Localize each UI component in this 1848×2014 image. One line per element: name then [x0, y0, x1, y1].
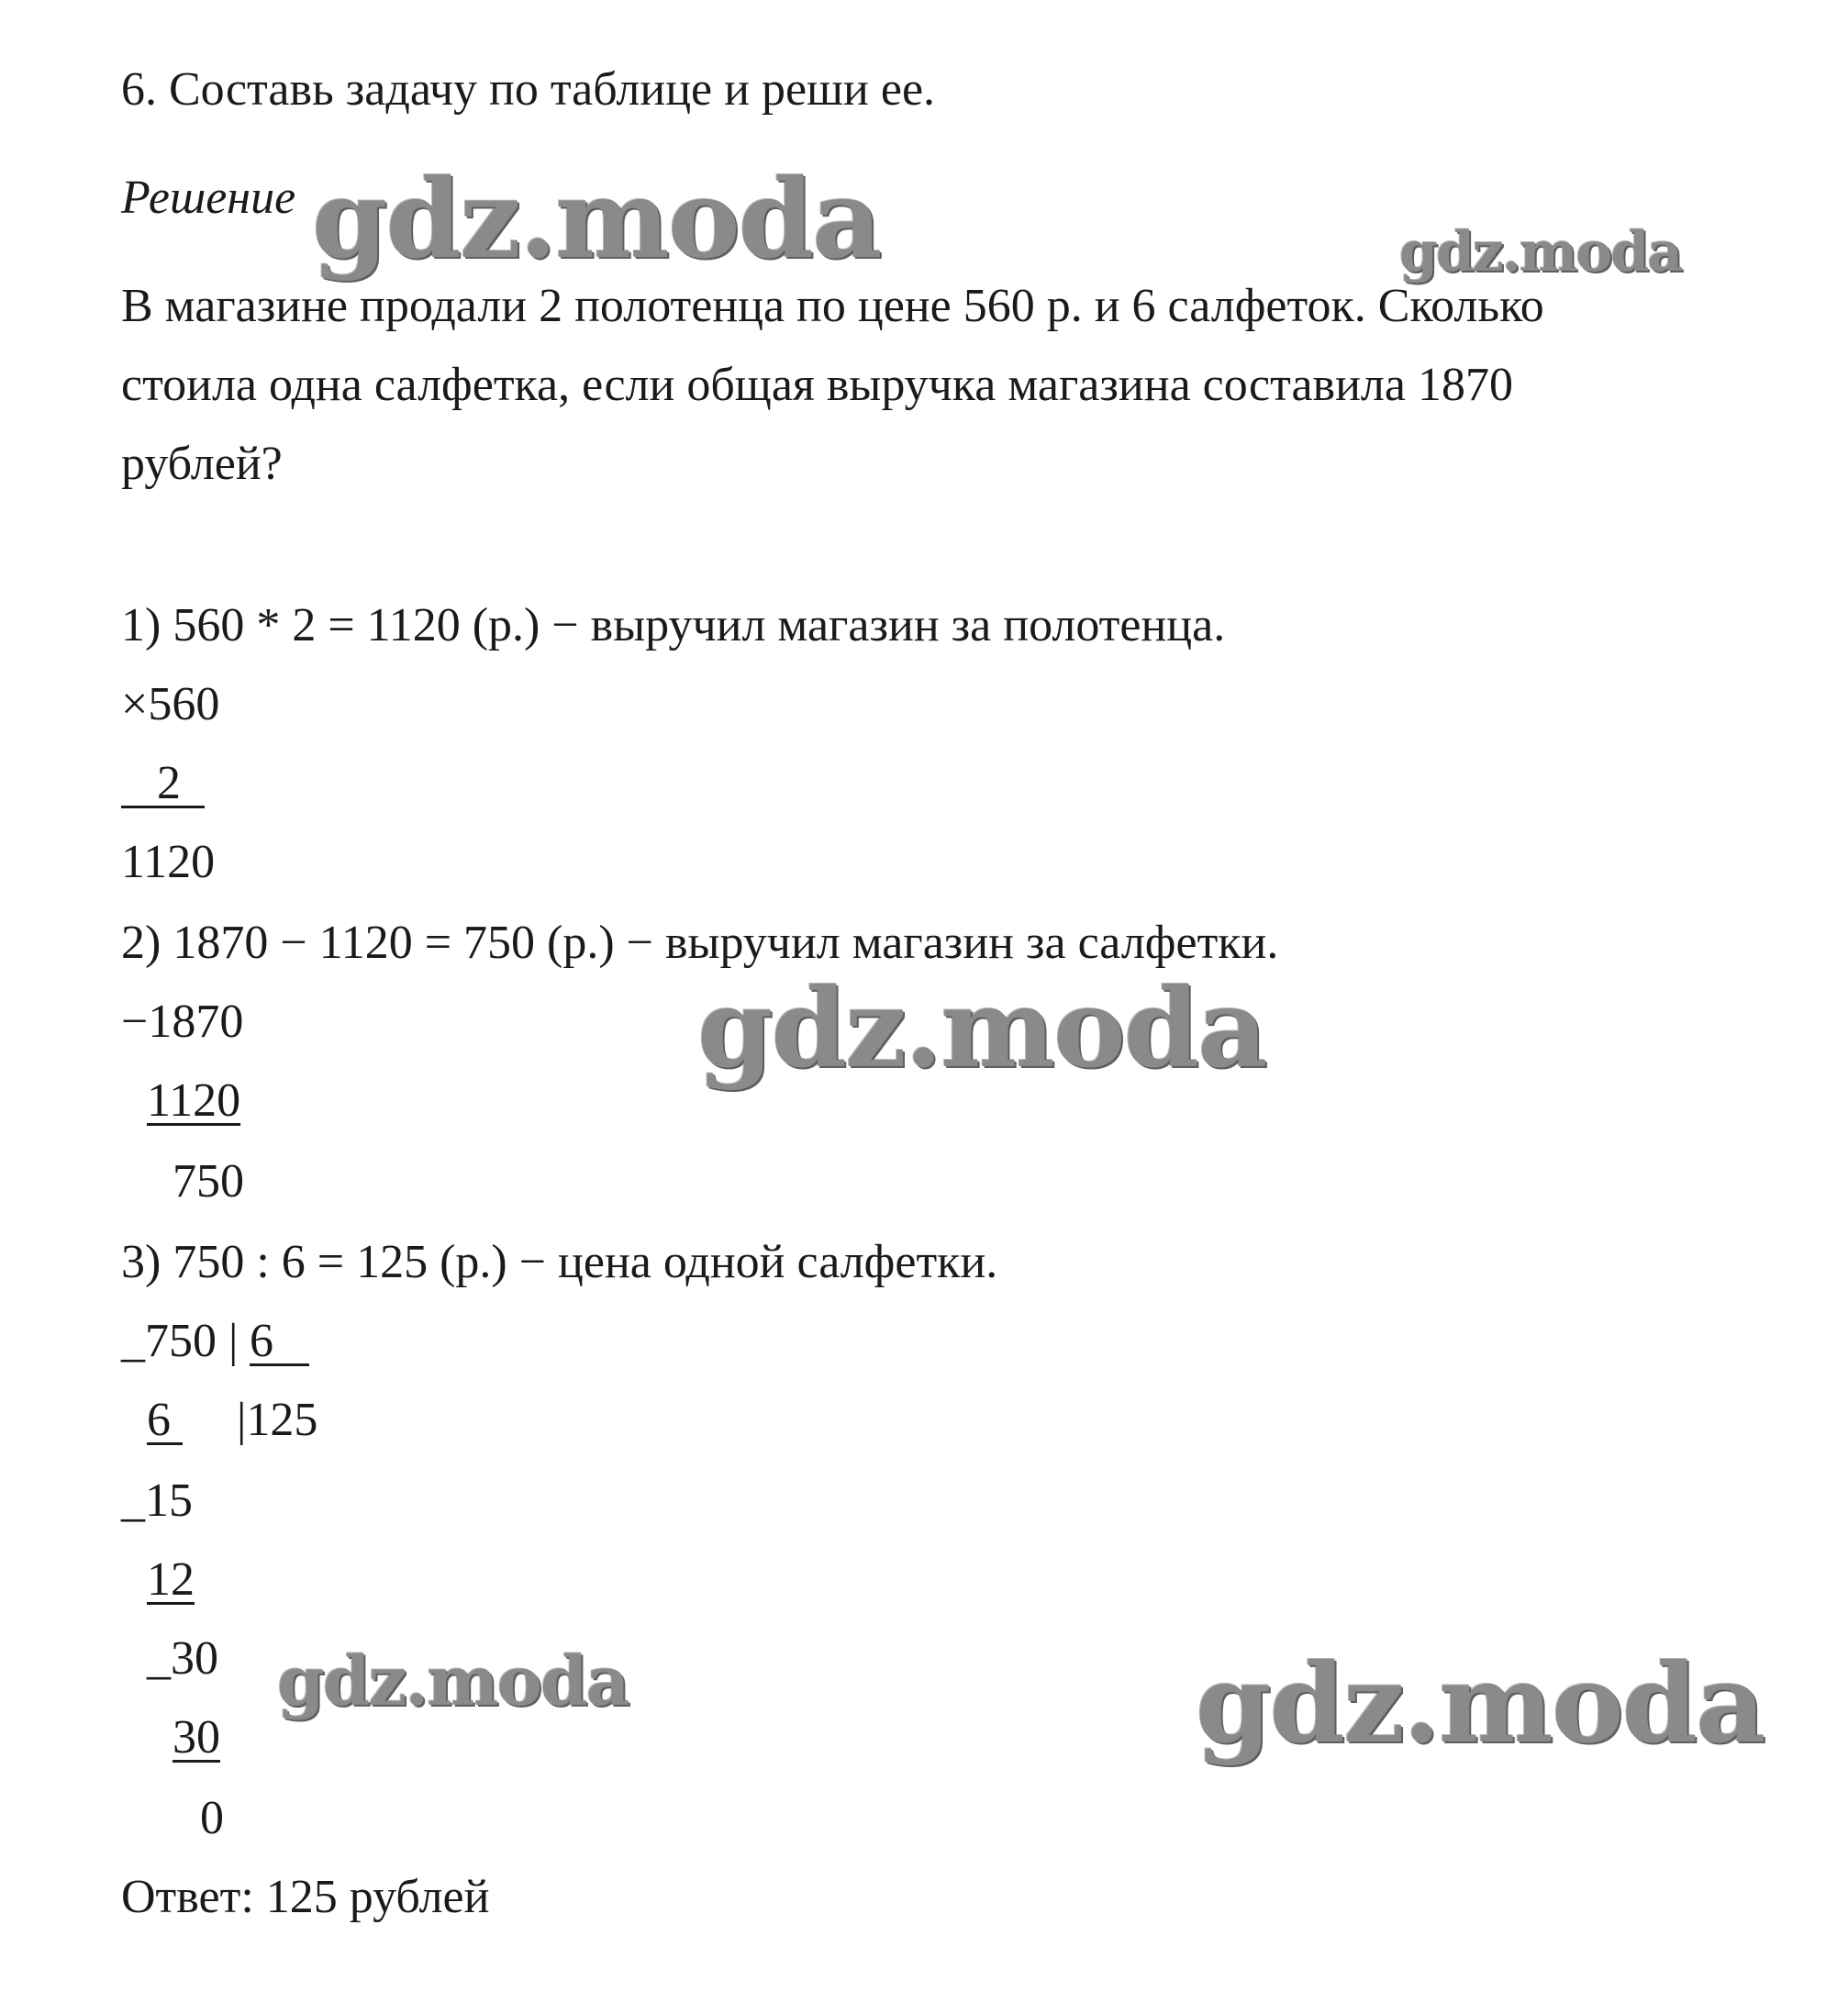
step-3-divisor: 6 — [250, 1315, 309, 1367]
watermark-logo-5: gdz.moda — [1196, 1640, 1765, 1767]
answer: Ответ: 125 рублей — [121, 1871, 490, 1923]
watermark-logo-1: gdz.moda — [312, 155, 881, 283]
step-3-remainder-1: _15 — [121, 1474, 193, 1527]
step-2-column-operand-1: −1870 — [121, 996, 244, 1048]
problem-text-line-2: стоила одна салфетка, если общая выручка магазина составила 1870 — [121, 359, 1513, 411]
step-3-remainder-2: _30 — [147, 1632, 218, 1685]
step-2-column-operand-2: 1120 — [147, 1074, 241, 1127]
step-1-column-operand-1: ×560 — [121, 678, 220, 730]
step-2-equation: 2) 1870 − 1120 = 750 (р.) − выручил магазин за салфетки. — [121, 917, 1279, 969]
step-3-equation: 3) 750 : 6 = 125 (р.) − цена одной салфетки. — [121, 1236, 998, 1288]
step-2-column-result: 750 — [173, 1155, 244, 1207]
watermark-logo-3: gdz.moda — [697, 964, 1266, 1092]
step-3-subtrahend-3: 30 — [173, 1711, 220, 1764]
step-3-dividend: _750 | — [121, 1315, 239, 1367]
problem-text-line-3: рублей? — [121, 438, 283, 490]
solution-label: Решение — [121, 172, 296, 224]
watermark-logo-2: gdz.moda — [1399, 220, 1682, 284]
step-3-subtrahend-2: 12 — [147, 1553, 195, 1606]
problem-text-line-1: В магазине продали 2 полотенца по цене 560 р. и 6 салфеток. Сколько — [121, 280, 1544, 332]
step-1-column-result: 1120 — [121, 836, 216, 888]
step-3-final-remainder: 0 — [200, 1792, 224, 1844]
step-1-equation: 1) 560 * 2 = 1120 (р.) − выручил магазин за полотенца. — [121, 599, 1226, 651]
step-1-column-operand-2: 2 — [121, 757, 205, 809]
watermark-logo-4: gdz.moda — [277, 1642, 629, 1721]
task-title: 6. Составь задачу по таблице и реши ее. — [121, 63, 936, 116]
step-3-quotient: |125 — [237, 1394, 318, 1446]
step-3-first-subtrahend: 6 — [147, 1394, 183, 1446]
